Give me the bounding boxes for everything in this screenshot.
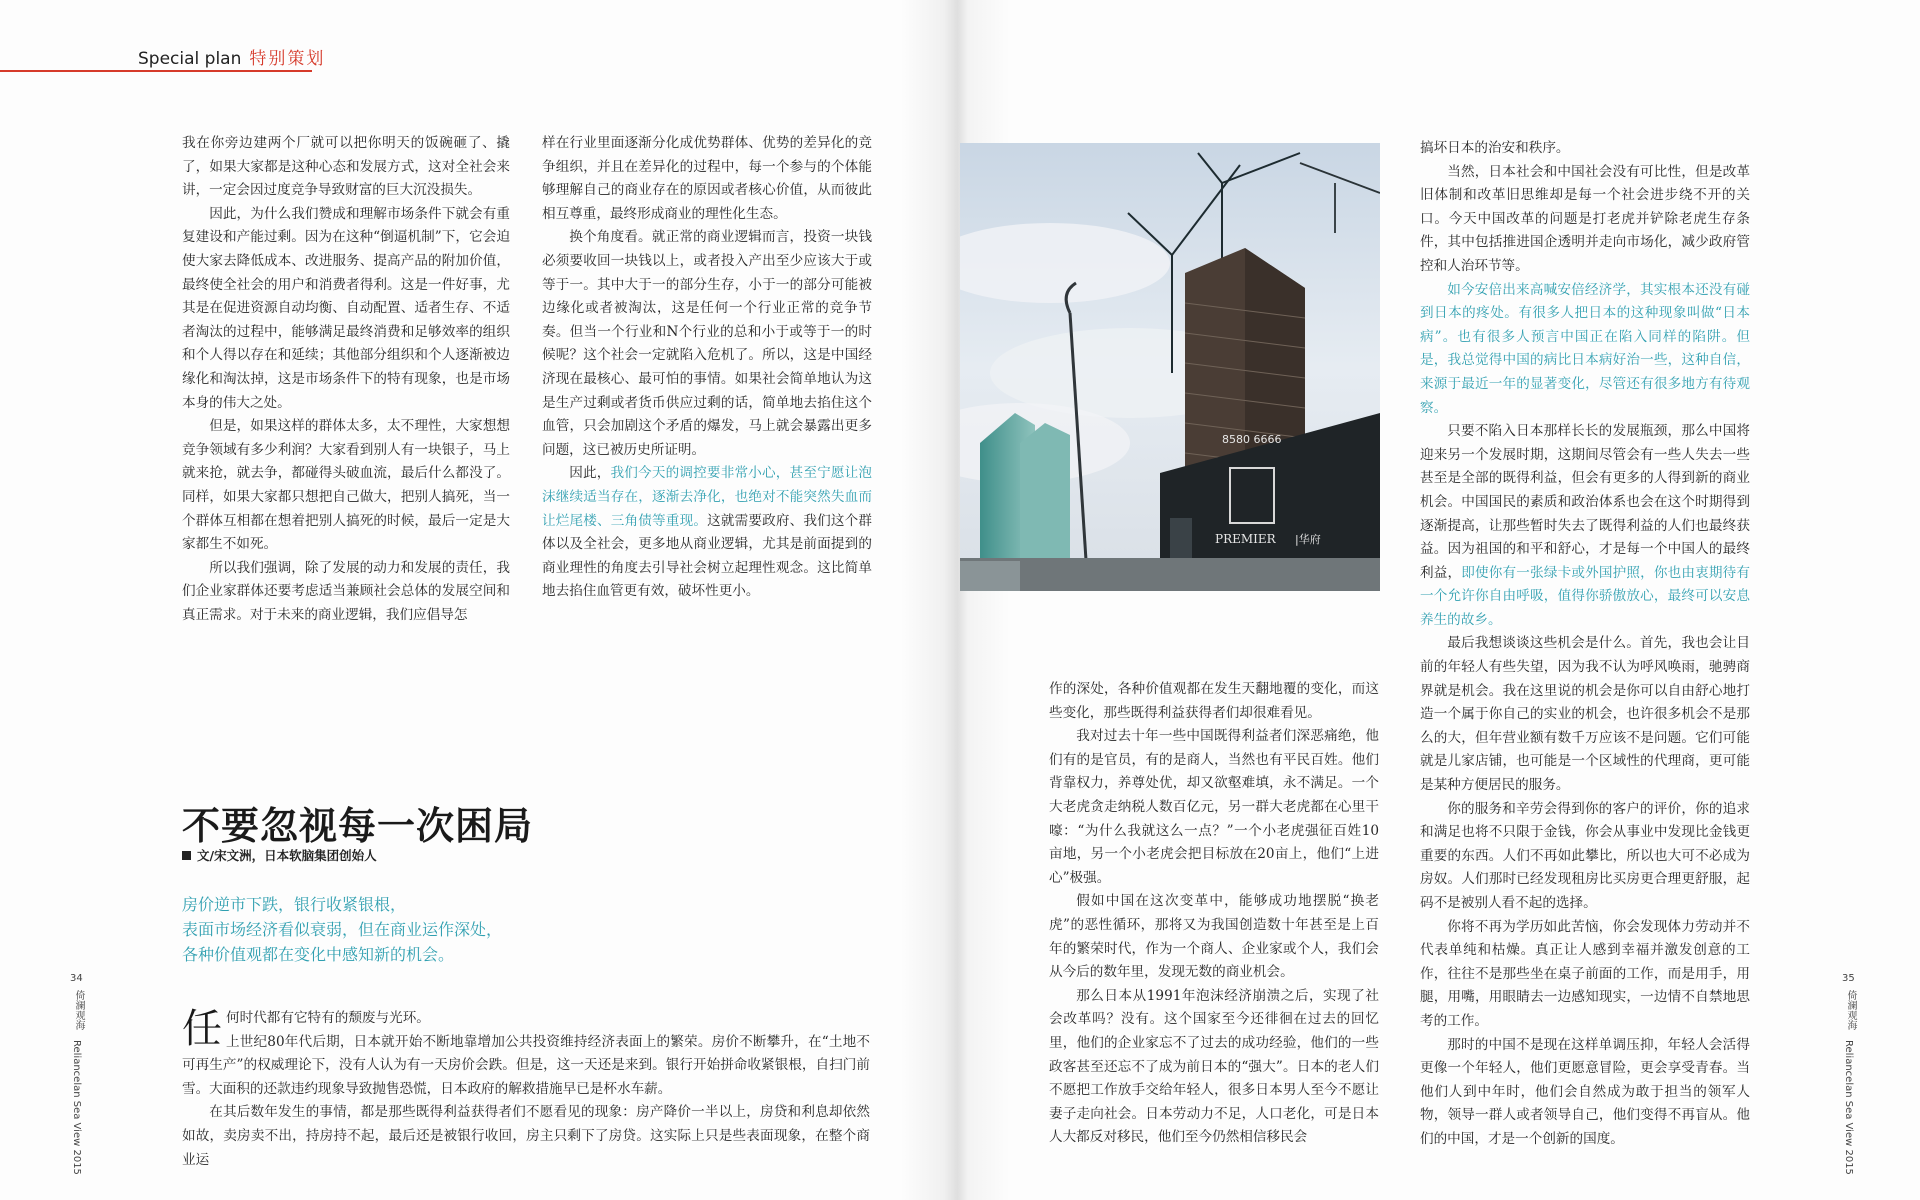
header-rule xyxy=(0,70,312,72)
paragraph: 因此，为什么我们赞成和理解市场条件下就会有重复建设和产能过剩。因为在这种“倒逼机制”下，它会迫使大家去降低成本、改进服务、提高产品的附加价值，最终使全社会的用户和消费者得利。这是一件好事，尤其是在促进资源自动均衡、自动配置、适者生存、不适者淘汰的过程中，能够满足最终消费和足够效率的组织和个人得以存在和延续；其他部分组织和个人逐渐被边缘化和淘汰掉，这是市场条件下的特有现象，也是市场本身的伟大之处。 xyxy=(182,205,510,411)
paragraph: 只要不陷入日本那样长长的发展瓶颈，那么中国将迎来另一个发展时期，这期间尽管会有一些人失去一些甚至是全部的既得利益，但会有更多的人得到新的商业机会。中国国民的素质和政治体系也会在这个时期得到逐渐提高，让那些暂时失去了既得利益的人们也最终获益。因为祖国的和平和舒心，才是每一个中国人的最终利益，即使你有一张绿卡或外国护照，你也由衷期待有一个允许你自由呼吸，值得你骄傲放心，最终可以安息养生的故乡。 xyxy=(1420,423,1751,628)
magazine-name-en-left: Reliancelan Sea View 2015 xyxy=(71,1040,82,1175)
paragraph: 在其后数年发生的事情，都是那些既得利益获得者们不愿看见的现象：房产降价一半以上，房贷和利息却依然如故，卖房卖不出，持房持不起，最后还是被银行收回，房主只剩下了房贷。这实际上只是些表面现象，在整个商业运 xyxy=(182,1104,870,1168)
highlight-text: 即使你有一张绿卡或外国护照，你也由衷期待有一个允许你自由呼吸，值得你骄傲放心，最终可以安息养生的故乡。 xyxy=(1420,564,1751,628)
paragraph: 我对过去十年一些中国既得利益者们深恶痛绝，他们有的是官员，有的是商人，当然也有平民百姓。他们背靠权力，养尊处优，却又欲壑难填，永不满足。一个大老虎贪走纳税人数百亿元，另一群大老虎都在心里干嚎：“为什么我就这么一点？”一个小老虎强征百姓10亩地，另一个小老虎会把目标放在20亩上，他们“上进心”极强。 xyxy=(1049,728,1379,886)
paragraph: 换个角度看。就正常的商业逻辑而言，投资一块钱必须要收回一块钱以上，或者投入产出至少应该大于或等于一。其中大于一的部分生存，小于一的部分可能被边缘化或者被淘汰，这是任何一个行业正常的竞争节奏。但当一个行业和N个行业的总和小于或等于一的时候呢？这个社会一定就陷入危机了。所以，这是中国经济现在最核心、最可怕的事情。如果社会简单地认为这是生产过剩或者货币供应过剩的话，简单地去掐住这个血管，只会加剧这个矛盾的爆发，马上就会暴露出更多问题，这已被历史所证明。 xyxy=(542,229,872,458)
paragraph-highlighted: 如今安倍出来高喊安倍经济学，其实根本还没有碰到日本的疼处。有很多人把日本的这种现象叫做“日本病”。也有很多人预言中国正在陷入同样的陷阱。但是，我总觉得中国的病比日本病好治一些，这种自信，来源于最近一年的显著变化，尽管还有很多地方有待观察。 xyxy=(1420,281,1750,416)
paragraph: 假如中国在这次变革中，能够成功地摆脱“换老虎”的恶性循环，那将又为我国创造数十年甚至是上百年的繁荣时代，作为一个商人、企业家或个人，我们会从今后的数年里，发现无数的商业机会。 xyxy=(1049,893,1379,981)
paragraph: 搞坏日本的治安和秩序。 xyxy=(1420,140,1570,156)
paragraph: 我在你旁边建两个厂就可以把你明天的饭碗砸了、撬了，如果大家都是这种心态和发展方式，这对全社会来讲，一定会因过度竞争导致财富的巨大沉没损失。 xyxy=(182,135,510,199)
section-header xyxy=(138,44,325,69)
left-column-1 xyxy=(182,132,510,627)
page-number-right: 35 xyxy=(1842,973,1855,984)
article-lead: 房价逆市下跌，银行收紧银根， 表面市场经济看似衰弱，但在商业运作深处， 各种价值观都在变化中感知新的机会。 xyxy=(182,895,503,964)
drop-cap: 任 xyxy=(182,1006,222,1052)
magazine-name-left: 倚澜观海 xyxy=(73,990,84,1030)
page-number-left: 34 xyxy=(70,973,83,984)
paragraph: 样在行业里面逐渐分化成优势群体、优势的差异化的竞争组织，并且在差异化的过程中，每一个参与的个体能够理解自己的商业存在的原因或者核心价值，从而彼此相互尊重，最终形成商业的理性化生态。 xyxy=(542,135,872,222)
left-column-2 xyxy=(542,132,872,604)
billboard-cn: |华府 xyxy=(1295,533,1321,546)
right-column-right xyxy=(1420,137,1750,1152)
paragraph: 那时的中国不是现在这样单调压抑，年轻人会活得更像一个年轻人，他们更愿意冒险，更会享受青春。当他们人到中年时，他们会自然成为敢于担当的领军人物，领导一群人或者领导自己，他们变得不再盲从。他们的中国，才是一个创新的国度。 xyxy=(1420,1036,1750,1147)
right-column-middle xyxy=(1049,678,1379,1150)
temporary-hut xyxy=(960,561,1020,591)
highlight-text: 我们今天的调控要非常小心，甚至宁愿让泡沫继续适当存在，逐渐去净化，也绝对不能突然失血而让烂尾楼、三角债等重现。 xyxy=(542,465,873,529)
paragraph-highlighted: 因此，我们今天的调控要非常小心，甚至宁愿让泡沫继续适当存在，逐渐去净化，也绝对不能突然失血而让烂尾楼、三角债等重现。这就需要政府、我们这个群体以及全社会，更多地从商业逻辑，尤其是前面提到的商业理性的角度去引导社会树立起理性观念。这比简单地去掐住血管更有效，破坏性更小。 xyxy=(542,465,873,600)
paragraph: 作的深处，各种价值观都在发生天翻地覆的变化，而这些变化，那些既得利益获得者们却很难看见。 xyxy=(1049,681,1379,721)
paragraph: 但是，如果这样的群体太多，太不理性，大家想想竞争领域有多少利润？大家看到别人有一块银子，马上就来抢，就去争，都碰得头破血流，最后什么都没了。同样，如果大家都只想把自己做大，把别人搞死，当一个群体互相都在想着把别人搞死的时候，最后一定是大家都生不如死。 xyxy=(182,418,510,553)
article-title: 不要忽视每一次困局 xyxy=(182,804,534,848)
paragraph: 你的服务和辛劳会得到你的客户的评价，你的追求和满足也将不只限于金钱，你会从事业中发现比金钱更重要的东西。人们不再如此攀比，所以也大可不必成为房奴。人们那时已经发现租房比买房更合理更舒服，起码不是被别人看不起的选择。 xyxy=(1420,800,1750,911)
left-page xyxy=(0,0,952,1200)
section-label-en: Special plan xyxy=(138,49,242,69)
paragraph: 任何时代都有它特有的颓废与光环。 上世纪80年代后期，日本就开始不断地靠增加公共投资维持经济表面上的繁荣。房价不断攀升，在“土地不可再生产”的权威理论下，没有人认为有一天房价会跌。但是，这一天还是来到。银行开始拼命收紧银根，自扫门前雪。大面积的还款违约现象导致抛售恐慌，日本政府的解救措施早已是杯水车薪。 xyxy=(182,1006,870,1097)
construction-photo xyxy=(960,143,1380,591)
paragraph: 那么日本从1991年泡沫经济崩溃之后，实现了社会改革吗？没有。这个国家至今还徘徊在过去的回忆里，他们的企业家忘不了过去的成功经验，他们的一些政客甚至还忘不了成为前日本的“强大”。日本的老人们不愿把工作放手交给年轻人，很多日本男人至今不愿让妻子走向社会。日本劳动力不足，人口老化，可是日本人大都反对移民，他们至今仍然相信移民会 xyxy=(1049,987,1379,1146)
sign-panel xyxy=(1170,518,1192,558)
magazine-name-en-right: Reliancelan Sea View 2015 xyxy=(1843,1040,1854,1175)
paragraph: 最后我想谈谈这些机会是什么。首先，我也会让目前的年轻人有些失望，因为我不认为呼风唤雨，驰骋商界就是机会。我在这里说的机会是你可以自由舒心地打造一个属于你自己的实业的机会，也许很多机会不是那么的大，但年营业额有数千万应该不是问题。它们可能就是儿家店铺，也可能是一个区域性的代理商，更可能是某种方便居民的服务。 xyxy=(1420,635,1750,794)
construction-photo-illustration xyxy=(960,143,1380,591)
section-label-cn: 特别策划 xyxy=(249,49,326,69)
billboard-brand: PREMIER xyxy=(1215,532,1276,546)
magazine-name-right: 倚澜观海 xyxy=(1845,990,1856,1030)
paragraph: 你将不再为学历如此苦恼，你会发现体力劳动并不代表单纯和枯燥。真正让人感到幸福并激发创意的工作，往往不是那些坐在桌子前面的工作，而是用手，用腿，用嘴，用眼睛去一边感知现实，一边情不自禁地思考的工作。 xyxy=(1420,918,1750,1029)
article-intro xyxy=(182,1007,870,1172)
article-byline: 文/宋文洲，日本软脑集团创始人 xyxy=(182,846,377,864)
byline-square-icon xyxy=(182,851,191,860)
ground xyxy=(960,558,1380,591)
paragraph: 当然，日本社会和中国社会没有可比性，但是改革旧体制和改革旧思维却是每一个社会进步绕不开的关口。今天中国改革的问题是打老虎并铲除老虎生存条件，其中包括推进国企透明并走向市场化，减少政府管控和人治环节等。 xyxy=(1420,163,1750,274)
billboard-phone: 8580 6666 xyxy=(1222,433,1282,446)
paragraph: 所以我们强调，除了发展的动力和发展的责任，我们企业家群体还要考虑适当兼顾社会总体的发展空间和真正需求。对于未来的商业逻辑，我们应倡导怎 xyxy=(182,559,510,623)
